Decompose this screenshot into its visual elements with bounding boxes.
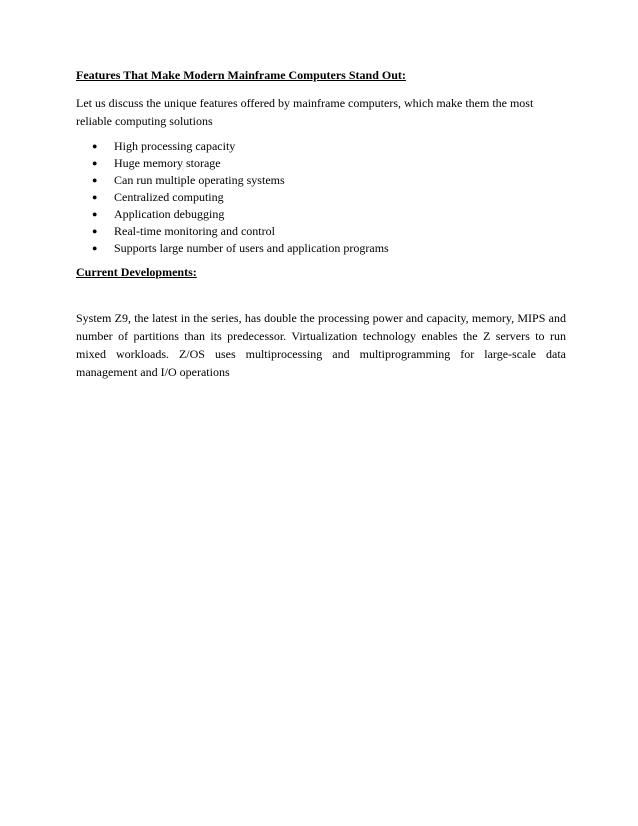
list-item-text: Real-time monitoring and control [114, 224, 275, 238]
bullet-icon: ● [92, 141, 98, 151]
feature-list [76, 138, 566, 257]
list-item-text: Can run multiple operating systems [114, 173, 285, 187]
list-item [76, 223, 566, 240]
document-page [76, 66, 566, 381]
section-heading-current-developments: Current Developments: [76, 265, 197, 279]
bullet-icon: ● [92, 243, 98, 253]
bullet-icon: ● [92, 158, 98, 168]
bullet-icon: ● [92, 192, 98, 202]
list-item-text: Supports large number of users and application programs [114, 241, 389, 255]
list-item-text: Application debugging [114, 207, 225, 221]
bullet-icon: ● [92, 226, 98, 236]
list-item [76, 206, 566, 223]
list-item [76, 172, 566, 189]
bullet-icon: ● [92, 209, 98, 219]
list-item-text: Huge memory storage [114, 156, 221, 170]
list-item [76, 138, 566, 155]
developments-paragraph: System Z9, the latest in the series, has double the processing power and capacity, memory, MIPS and number of partitions than its predecessor. Virtualization technology enables the Z servers to run mixed workloads. Z/OS uses multiprocessing and multiprogramming for large-scale data management and I/O operations [76, 311, 566, 379]
list-item [76, 240, 566, 257]
list-item-text: Centralized computing [114, 190, 224, 204]
bullet-icon: ● [92, 175, 98, 185]
list-item [76, 155, 566, 172]
list-item-text: High processing capacity [114, 139, 236, 153]
intro-paragraph: Let us discuss the unique features offered by mainframe computers, which make them the most reliable computing solutions [76, 96, 534, 128]
section-heading-features: Features That Make Modern Mainframe Computers Stand Out: [76, 68, 406, 82]
list-item [76, 189, 566, 206]
